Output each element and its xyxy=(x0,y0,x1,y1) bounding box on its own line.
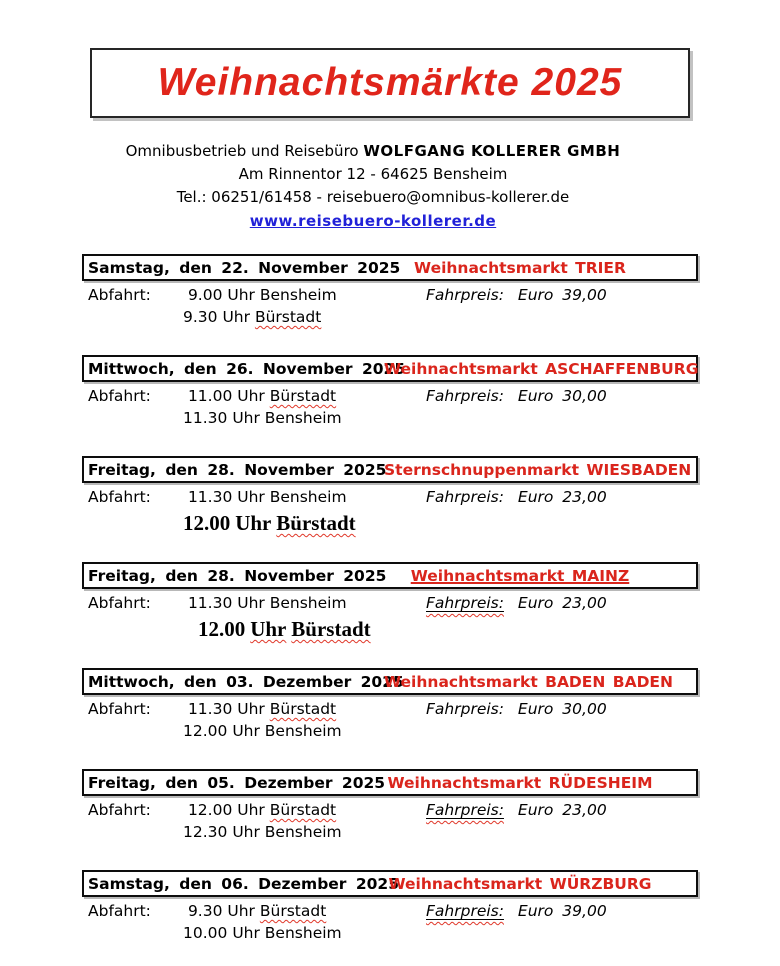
departure-place: Bürstadt xyxy=(269,700,337,718)
fare xyxy=(426,700,607,718)
departure-place: Bensheim xyxy=(269,488,347,506)
company-prefix: Omnibusbetrieb und Reisebüro xyxy=(125,142,359,160)
trip-date: Mittwoch, den 26. November 2025 xyxy=(88,359,406,378)
trip-entry-trier xyxy=(82,254,698,329)
departure-row-1 xyxy=(82,286,698,307)
departure-time: 11.30 xyxy=(187,700,233,718)
departure-unit: Uhr xyxy=(237,700,265,718)
trip-entry-wuerzburg xyxy=(82,870,698,945)
departure-row-2 xyxy=(82,617,698,642)
departure-time: 9.30 xyxy=(183,308,218,326)
trip-date: Mittwoch, den 03. Dezember 2025 xyxy=(88,672,404,691)
fare-label: Fahrpreis: xyxy=(426,286,504,304)
departure-unit: Uhr xyxy=(222,308,250,326)
trip-header xyxy=(82,870,698,897)
fare-label: Fahrpreis: xyxy=(426,387,504,405)
departure-row-1 xyxy=(82,387,698,408)
departure-row-1 xyxy=(82,594,698,615)
departure-place: Bürstadt xyxy=(254,308,322,326)
trip-market: Weihnachtsmarkt BADEN BADEN xyxy=(384,672,673,691)
departure-2 xyxy=(183,924,342,942)
departure-place: Bensheim xyxy=(259,286,337,304)
fare xyxy=(426,594,607,612)
departure-time: 10.00 xyxy=(183,924,228,942)
trip-header xyxy=(82,769,698,796)
departure-1 xyxy=(188,700,336,718)
departure-1 xyxy=(188,594,347,612)
departure-place: Bensheim xyxy=(264,722,342,740)
trip-market: Sternschnuppenmarkt WIESBADEN xyxy=(384,460,692,479)
fare xyxy=(426,286,607,304)
trip-entry-aschaffenburg xyxy=(82,355,698,430)
departure-2 xyxy=(183,409,342,427)
trip-market: Weihnachtsmarkt MAINZ xyxy=(410,566,630,585)
trip-entry-wiesbaden xyxy=(82,456,698,536)
departure-place: Bürstadt xyxy=(269,801,337,819)
departure-row-2 xyxy=(82,409,698,430)
title-box xyxy=(90,48,690,118)
departure-2 xyxy=(183,511,356,535)
departure-unit: Uhr xyxy=(237,387,265,405)
departure-unit: Uhr xyxy=(232,722,260,740)
departure-row-2 xyxy=(82,308,698,329)
trip-header xyxy=(82,254,698,281)
departure-row-2 xyxy=(82,511,698,536)
fare xyxy=(426,902,607,920)
trip-market: Weihnachtsmarkt TRIER xyxy=(414,258,626,277)
departure-time: 12.00 xyxy=(183,722,228,740)
fare-value: Euro 23,00 xyxy=(517,801,607,819)
departure-2 xyxy=(183,308,321,326)
departure-place: Bensheim xyxy=(269,594,347,612)
trip-entry-baden-baden xyxy=(82,668,698,743)
trip-date: Samstag, den 06. Dezember 2025 xyxy=(88,874,399,893)
departure-row-1 xyxy=(82,488,698,509)
trip-date: Freitag, den 05. Dezember 2025 xyxy=(88,773,386,792)
departure-time: 11.30 xyxy=(187,594,233,612)
departure-unit: Uhr xyxy=(237,594,265,612)
trip-header xyxy=(82,355,698,382)
trip-list xyxy=(82,254,698,945)
trip-header xyxy=(82,668,698,695)
departure-2 xyxy=(183,722,342,740)
departure-row-1 xyxy=(82,700,698,721)
trip-header xyxy=(82,562,698,589)
departure-time: 11.00 xyxy=(187,387,233,405)
fare-value: Euro 23,00 xyxy=(517,488,607,506)
company-contact: Tel.: 06251/61458 - reisebuero@omnibus-kollerer.de xyxy=(176,188,570,206)
departure-unit: Uhr xyxy=(232,409,260,427)
departure-label: Abfahrt: xyxy=(88,801,151,819)
departure-time: 9.30 xyxy=(187,902,223,920)
fare-label: Fahrpreis: xyxy=(426,700,504,718)
trip-date: Freitag, den 28. November 2025 xyxy=(88,460,387,479)
fare-value: Euro 39,00 xyxy=(517,286,607,304)
fare-label: Fahrpreis: xyxy=(426,801,504,819)
departure-time: 12.00 xyxy=(183,511,231,535)
departure-label: Abfahrt: xyxy=(88,902,151,920)
departure-row-2 xyxy=(82,823,698,844)
departure-row-1 xyxy=(82,902,698,923)
fare xyxy=(426,387,607,405)
fare xyxy=(426,801,607,819)
departure-1 xyxy=(188,286,337,304)
departure-1 xyxy=(188,902,326,920)
fare-label: Fahrpreis: xyxy=(426,902,504,920)
fare-label: Fahrpreis: xyxy=(426,594,504,612)
trip-entry-ruedesheim xyxy=(82,769,698,844)
trip-market: Weihnachtsmarkt RÜDESHEIM xyxy=(387,773,653,792)
company-name: WOLFGANG KOLLERER GMBH xyxy=(363,142,621,160)
departure-time: 12.30 xyxy=(183,823,228,841)
departure-unit: Uhr xyxy=(227,902,255,920)
departure-unit: Uhr xyxy=(237,488,265,506)
departure-2 xyxy=(198,617,371,641)
departure-label: Abfahrt: xyxy=(88,286,151,304)
fare-label: Fahrpreis: xyxy=(426,488,504,506)
departure-unit: Uhr xyxy=(227,286,255,304)
departure-place: Bürstadt xyxy=(259,902,327,920)
fare-value: Euro 23,00 xyxy=(517,594,607,612)
departure-label: Abfahrt: xyxy=(88,387,151,405)
company-address: Am Rinnentor 12 - 64625 Bensheim xyxy=(238,165,508,183)
trip-date: Freitag, den 28. November 2025 xyxy=(88,566,387,585)
departure-unit: Uhr xyxy=(232,823,260,841)
departure-place: Bürstadt xyxy=(276,511,356,535)
trip-date: Samstag, den 22. November 2025 xyxy=(88,258,401,277)
departure-place: Bensheim xyxy=(264,823,342,841)
departure-place: Bürstadt xyxy=(269,387,337,405)
departure-row-1 xyxy=(82,801,698,822)
page-title: Weihnachtsmärkte 2025 xyxy=(157,61,623,104)
departure-time: 12.00 xyxy=(198,617,246,641)
departure-label: Abfahrt: xyxy=(88,488,151,506)
departure-row-2 xyxy=(82,722,698,743)
company-info xyxy=(0,140,780,233)
website-link[interactable]: www.reisebuero-kollerer.de xyxy=(249,212,497,230)
departure-2 xyxy=(183,823,342,841)
company-line xyxy=(0,140,746,163)
trip-header xyxy=(82,456,698,483)
departure-time: 11.30 xyxy=(187,488,233,506)
departure-1 xyxy=(188,801,336,819)
departure-place: Bensheim xyxy=(264,409,342,427)
departure-time: 9.00 xyxy=(187,286,223,304)
departure-unit: Uhr xyxy=(232,924,260,942)
fare xyxy=(426,488,607,506)
departure-time: 12.00 xyxy=(187,801,233,819)
departure-time: 11.30 xyxy=(183,409,228,427)
fare-value: Euro 30,00 xyxy=(517,387,607,405)
departure-1 xyxy=(188,488,347,506)
trip-market: Weihnachtsmarkt WÜRZBURG xyxy=(388,874,652,893)
fare-value: Euro 39,00 xyxy=(517,902,607,920)
departure-unit: Uhr xyxy=(235,511,272,535)
fare-value: Euro 30,00 xyxy=(517,700,607,718)
departure-1 xyxy=(188,387,336,405)
departure-row-2 xyxy=(82,924,698,945)
departure-label: Abfahrt: xyxy=(88,700,151,718)
departure-unit: Uhr xyxy=(237,801,265,819)
departure-label: Abfahrt: xyxy=(88,594,151,612)
departure-place: Bürstadt xyxy=(291,617,371,641)
trip-market: Weihnachtsmarkt ASCHAFFENBURG xyxy=(384,359,699,378)
departure-place: Bensheim xyxy=(264,924,342,942)
trip-entry-mainz xyxy=(82,562,698,642)
departure-unit: Uhr xyxy=(250,617,287,641)
